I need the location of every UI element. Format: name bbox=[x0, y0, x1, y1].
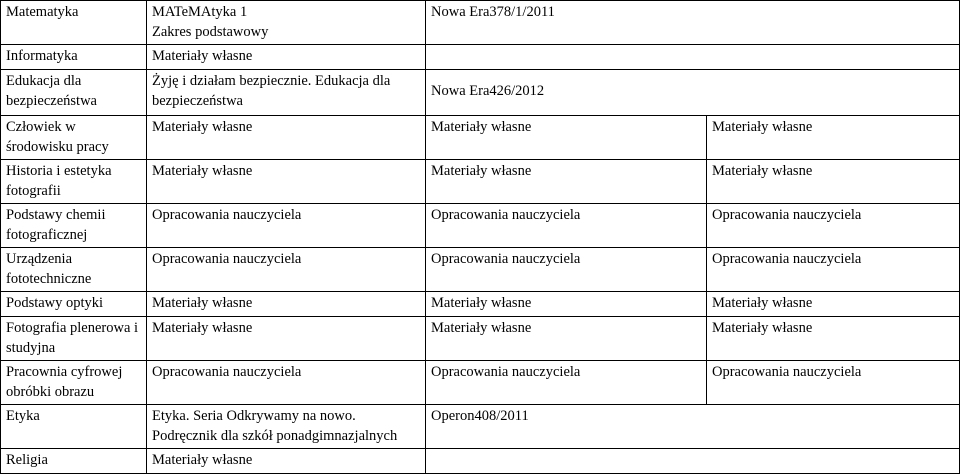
table-row bbox=[1, 361, 960, 405]
publisher-approval-cell bbox=[426, 449, 960, 474]
program-label: Opracowania nauczyciela bbox=[152, 364, 302, 380]
program-cell bbox=[147, 160, 426, 204]
textbook-label: Opracowania nauczyciela bbox=[431, 251, 581, 267]
program-label: MATeMAtyka 1 bbox=[152, 4, 248, 20]
program-label: Materiały własne bbox=[152, 48, 253, 64]
textbook-cell bbox=[426, 160, 707, 204]
subject-label: Matematyka bbox=[6, 4, 79, 20]
textbook-label: Opracowania nauczyciela bbox=[431, 364, 581, 380]
publisher-label: Opracowania nauczyciela bbox=[712, 364, 862, 380]
program-label: Opracowania nauczyciela bbox=[152, 251, 302, 267]
table-row bbox=[1, 116, 960, 160]
program-cell bbox=[147, 204, 426, 248]
program-label: Żyję i działam bezpiecznie. Edukacja dla bezpieczeństwa bbox=[152, 73, 391, 109]
approval-number: 426/2012 bbox=[489, 83, 545, 99]
program-cell bbox=[147, 116, 426, 160]
program-cell bbox=[147, 248, 426, 292]
program-label: Materiały własne bbox=[152, 452, 253, 468]
table-row bbox=[1, 449, 960, 474]
textbook-label: Materiały własne bbox=[431, 320, 532, 336]
textbook-cell bbox=[426, 204, 707, 248]
publisher-label: Opracowania nauczyciela bbox=[712, 251, 862, 267]
textbook-cell bbox=[426, 361, 707, 405]
publisher-cell bbox=[707, 204, 960, 248]
publisher-label: Materiały własne bbox=[712, 295, 813, 311]
program-cell bbox=[147, 45, 426, 70]
program-label: Etyka. Seria Odkrywamy na nowo. Podręcznik dla szkół ponadgimnazjalnych bbox=[152, 408, 398, 444]
publisher-approval-cell bbox=[426, 405, 960, 449]
program-cell bbox=[147, 405, 426, 449]
table-row bbox=[1, 1, 960, 45]
subject-cell bbox=[1, 405, 147, 449]
program-note: Zakres podstawowy bbox=[152, 24, 269, 40]
publisher-cell bbox=[707, 160, 960, 204]
subject-label: Fotografia plenerowa i studyjna bbox=[6, 320, 139, 356]
publisher-approval-cell bbox=[426, 1, 960, 45]
subject-cell bbox=[1, 116, 147, 160]
program-label: Opracowania nauczyciela bbox=[152, 207, 302, 223]
program-label: Materiały własne bbox=[152, 163, 253, 179]
subject-cell bbox=[1, 204, 147, 248]
subject-cell bbox=[1, 45, 147, 70]
publisher-label: Materiały własne bbox=[712, 163, 813, 179]
publisher-approval-cell bbox=[426, 70, 960, 116]
publisher-label: Opracowania nauczyciela bbox=[712, 207, 862, 223]
subject-cell bbox=[1, 317, 147, 361]
textbook-label: Materiały własne bbox=[431, 119, 532, 135]
table-row bbox=[1, 317, 960, 361]
publisher-cell bbox=[707, 292, 960, 317]
subject-label: Człowiek w środowisku pracy bbox=[6, 119, 109, 155]
program-cell bbox=[147, 1, 426, 45]
subject-cell bbox=[1, 248, 147, 292]
subject-cell bbox=[1, 160, 147, 204]
program-label: Materiały własne bbox=[152, 119, 253, 135]
subject-label: Podstawy chemii fotograficznej bbox=[6, 207, 106, 243]
program-cell bbox=[147, 361, 426, 405]
program-label: Materiały własne bbox=[152, 320, 253, 336]
approval-number: 408/2011 bbox=[474, 408, 529, 424]
textbook-cell bbox=[426, 248, 707, 292]
textbook-cell bbox=[426, 317, 707, 361]
subject-label: Religia bbox=[6, 452, 48, 468]
subject-cell bbox=[1, 292, 147, 317]
subject-cell bbox=[1, 361, 147, 405]
table-row bbox=[1, 45, 960, 70]
approval-number: 378/1/2011 bbox=[489, 4, 555, 20]
subject-cell bbox=[1, 449, 147, 474]
subject-cell bbox=[1, 70, 147, 116]
table-row bbox=[1, 70, 960, 116]
publisher-cell bbox=[707, 361, 960, 405]
textbook-label: Opracowania nauczyciela bbox=[431, 207, 581, 223]
program-cell bbox=[147, 292, 426, 317]
subject-label: Podstawy optyki bbox=[6, 295, 104, 311]
subject-label: Pracownia cyfrowej obróbki obrazu bbox=[6, 364, 123, 400]
publisher-cell bbox=[707, 248, 960, 292]
subject-label: Etyka bbox=[6, 408, 40, 424]
table-row bbox=[1, 248, 960, 292]
program-label: Materiały własne bbox=[152, 295, 253, 311]
publisher-label: Materiały własne bbox=[712, 119, 813, 135]
subject-label: Edukacja dla bezpieczeństwa bbox=[6, 73, 97, 109]
program-cell bbox=[147, 449, 426, 474]
table-row bbox=[1, 204, 960, 248]
textbook-label: Materiały własne bbox=[431, 163, 532, 179]
table-row bbox=[1, 405, 960, 449]
textbook-cell bbox=[426, 116, 707, 160]
publisher-label: Nowa Era bbox=[431, 4, 490, 20]
subject-label: Historia i estetyka fotografii bbox=[6, 163, 112, 199]
publisher-label: Operon bbox=[431, 408, 475, 424]
subject-cell bbox=[1, 1, 147, 45]
publisher-cell bbox=[707, 317, 960, 361]
publisher-approval-cell bbox=[426, 45, 960, 70]
table-row bbox=[1, 160, 960, 204]
subject-label: Urządzenia fototechniczne bbox=[6, 251, 92, 287]
textbook-label: Materiały własne bbox=[431, 295, 532, 311]
table-row bbox=[1, 292, 960, 317]
publisher-label: Nowa Era bbox=[431, 83, 490, 99]
publisher-cell bbox=[707, 116, 960, 160]
subject-label: Informatyka bbox=[6, 48, 78, 64]
program-cell bbox=[147, 317, 426, 361]
program-cell bbox=[147, 70, 426, 116]
textbook-cell bbox=[426, 292, 707, 317]
publisher-label: Materiały własne bbox=[712, 320, 813, 336]
